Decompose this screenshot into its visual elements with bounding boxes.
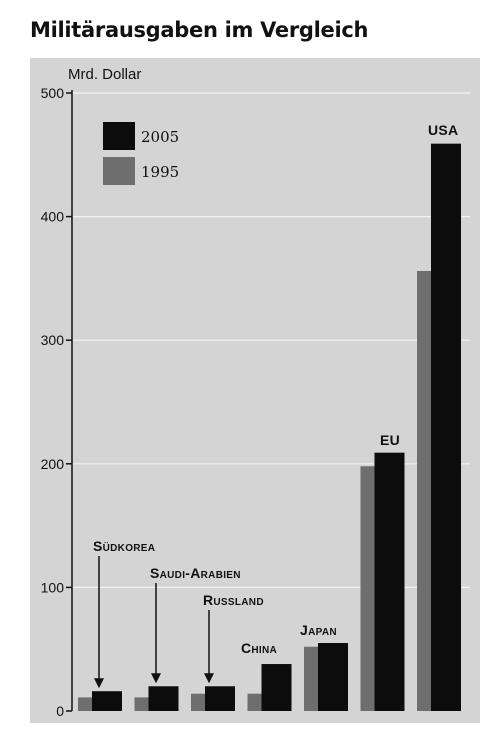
y-tick-label: 0	[56, 703, 64, 719]
bar-2005-china	[262, 664, 292, 711]
category-label: Saudi-Arabien	[150, 565, 241, 581]
bar-2005-saudi-arabien	[149, 686, 179, 711]
category-label: EU	[380, 432, 401, 448]
category-label: Russland	[203, 592, 264, 608]
y-tick-label: 300	[40, 332, 64, 349]
legend-swatch-2005	[103, 122, 135, 150]
y-tick-label: 200	[40, 455, 64, 472]
legend-label: 1995	[141, 163, 180, 181]
y-axis-label: Mrd. Dollar	[68, 66, 142, 83]
category-label: China	[241, 640, 278, 656]
legend-label: 2005	[141, 128, 180, 146]
bar-2005-japan	[318, 643, 348, 711]
y-tick-label: 400	[40, 208, 64, 225]
plot-panel	[30, 58, 480, 723]
legend-swatch-1995	[103, 157, 135, 185]
page-title: Militärausgaben im Vergleich	[30, 18, 369, 42]
y-tick-label: 100	[40, 579, 64, 596]
category-label: USA	[428, 122, 459, 138]
bar-2005-südkorea	[92, 691, 122, 711]
bar-2005-eu	[375, 453, 405, 711]
category-label: Südkorea	[93, 538, 156, 554]
bar-2005-usa	[431, 144, 461, 711]
y-tick-label: 500	[40, 85, 64, 101]
bar-2005-russland	[205, 686, 235, 711]
category-label: Japan	[300, 622, 337, 638]
